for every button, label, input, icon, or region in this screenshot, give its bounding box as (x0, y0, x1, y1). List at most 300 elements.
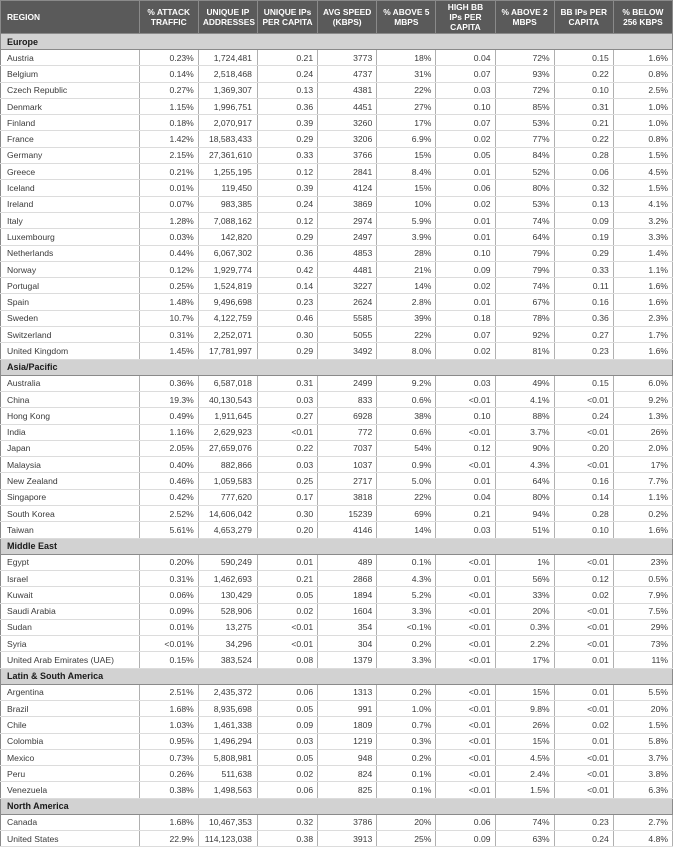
value-cell: 0.11 (554, 278, 613, 294)
value-cell: 7.7% (613, 473, 672, 489)
value-cell: <0.1% (377, 619, 436, 635)
value-cell: 5.61% (139, 522, 198, 538)
value-cell: 0.12 (554, 570, 613, 586)
value-cell: 6.9% (377, 131, 436, 147)
table-row (1, 212, 673, 228)
value-cell: 0.07% (139, 196, 198, 212)
table-row (1, 310, 673, 326)
value-cell: 1.68% (139, 700, 198, 716)
value-cell: 0.02 (436, 131, 495, 147)
value-cell: 0.01 (257, 554, 317, 570)
value-cell: 0.01 (436, 294, 495, 310)
value-cell: 19.3% (139, 391, 198, 407)
value-cell: 2.15% (139, 147, 198, 163)
value-cell: 777,620 (198, 489, 257, 505)
value-cell: 4.3% (377, 570, 436, 586)
country-cell: Taiwan (1, 522, 140, 538)
value-cell: 0.13 (257, 82, 317, 98)
value-cell: 0.49% (139, 408, 198, 424)
table-row (1, 733, 673, 749)
value-cell: <0.01 (436, 391, 495, 407)
table-row (1, 196, 673, 212)
value-cell: 0.06 (436, 814, 495, 830)
value-cell: 3.7% (613, 749, 672, 765)
value-cell: 3.9% (377, 229, 436, 245)
value-cell: 1,462,693 (198, 570, 257, 586)
country-cell: Denmark (1, 98, 140, 114)
value-cell: 0.3% (377, 733, 436, 749)
value-cell: 0.27% (139, 82, 198, 98)
value-cell: 3818 (318, 489, 377, 505)
value-cell: 93% (495, 66, 554, 82)
value-cell: 0.2% (377, 636, 436, 652)
country-cell: Venezuela (1, 782, 140, 798)
value-cell: 2974 (318, 212, 377, 228)
value-cell: 0.26% (139, 766, 198, 782)
value-cell: 4,653,279 (198, 522, 257, 538)
value-cell: 0.05 (436, 147, 495, 163)
header-unique-ip-addresses: UNIQUE IP ADDRESSES (198, 1, 257, 34)
value-cell: 0.36 (257, 98, 317, 114)
value-cell: 0.12% (139, 261, 198, 277)
table-row (1, 684, 673, 700)
value-cell: 5055 (318, 327, 377, 343)
country-cell: Saudi Arabia (1, 603, 140, 619)
value-cell: 80% (495, 180, 554, 196)
country-cell: Canada (1, 814, 140, 830)
value-cell: 1.42% (139, 131, 198, 147)
value-cell: <0.01 (436, 782, 495, 798)
value-cell: 1809 (318, 717, 377, 733)
value-cell: 0.07 (436, 66, 495, 82)
value-cell: 0.07 (436, 327, 495, 343)
value-cell: 5.8% (613, 733, 672, 749)
value-cell: 2.4% (495, 766, 554, 782)
value-cell: 78% (495, 310, 554, 326)
value-cell: 1.7% (613, 327, 672, 343)
value-cell: 26% (495, 717, 554, 733)
value-cell: 15% (377, 180, 436, 196)
table-row (1, 570, 673, 586)
table-row (1, 766, 673, 782)
value-cell: 2841 (318, 164, 377, 180)
value-cell: 2,435,372 (198, 684, 257, 700)
value-cell: 0.05 (257, 749, 317, 765)
value-cell: <0.01% (139, 636, 198, 652)
country-cell: Portugal (1, 278, 140, 294)
value-cell: 0.6% (377, 424, 436, 440)
value-cell: 3766 (318, 147, 377, 163)
value-cell: 11% (613, 652, 672, 668)
value-cell: 0.02 (436, 343, 495, 359)
value-cell: 0.29 (554, 245, 613, 261)
country-cell: Spain (1, 294, 140, 310)
country-cell: Austria (1, 50, 140, 66)
value-cell: <0.01 (554, 391, 613, 407)
value-cell: 119,450 (198, 180, 257, 196)
table-row (1, 245, 673, 261)
value-cell: 0.25% (139, 278, 198, 294)
value-cell: 0.28 (554, 506, 613, 522)
value-cell: 81% (495, 343, 554, 359)
value-cell: 4.5% (495, 749, 554, 765)
value-cell: 85% (495, 98, 554, 114)
region-header-row (1, 34, 673, 50)
value-cell: 0.9% (377, 457, 436, 473)
value-cell: 27,361,610 (198, 147, 257, 163)
value-cell: 22% (377, 489, 436, 505)
value-cell: 0.28 (554, 147, 613, 163)
table-row (1, 831, 673, 847)
value-cell: 0.23 (554, 814, 613, 830)
value-cell: 6,587,018 (198, 375, 257, 391)
value-cell: 1.28% (139, 212, 198, 228)
value-cell: 0.36% (139, 375, 198, 391)
value-cell: 51% (495, 522, 554, 538)
value-cell: 0.29 (257, 343, 317, 359)
value-cell: 0.09 (257, 717, 317, 733)
value-cell: 2868 (318, 570, 377, 586)
value-cell: <0.01 (554, 782, 613, 798)
value-cell: 53% (495, 115, 554, 131)
value-cell: 10,467,353 (198, 814, 257, 830)
value-cell: 3260 (318, 115, 377, 131)
value-cell: 4,122,759 (198, 310, 257, 326)
country-cell: Kuwait (1, 587, 140, 603)
table-row (1, 587, 673, 603)
value-cell: 0.03% (139, 229, 198, 245)
value-cell: 983,385 (198, 196, 257, 212)
value-cell: 0.03 (257, 391, 317, 407)
table-row (1, 50, 673, 66)
value-cell: 17,781,997 (198, 343, 257, 359)
value-cell: 0.03 (436, 375, 495, 391)
value-cell: 0.3% (495, 619, 554, 635)
value-cell: 0.6% (377, 391, 436, 407)
value-cell: 0.21 (554, 115, 613, 131)
country-cell: Sudan (1, 619, 140, 635)
value-cell: 3.3% (613, 229, 672, 245)
value-cell: 73% (613, 636, 672, 652)
value-cell: 0.24 (554, 408, 613, 424)
value-cell: 5.9% (377, 212, 436, 228)
value-cell: 27% (377, 98, 436, 114)
value-cell: 0.31 (257, 375, 317, 391)
region-header-row (1, 359, 673, 375)
country-cell: Australia (1, 375, 140, 391)
value-cell: 38% (377, 408, 436, 424)
value-cell: 1.3% (613, 408, 672, 424)
value-cell: 1,059,583 (198, 473, 257, 489)
value-cell: 1,524,819 (198, 278, 257, 294)
value-cell: 0.04 (436, 50, 495, 66)
value-cell: 7037 (318, 440, 377, 456)
table-row (1, 229, 673, 245)
value-cell: 0.12 (257, 164, 317, 180)
value-cell: 511,638 (198, 766, 257, 782)
value-cell: 354 (318, 619, 377, 635)
table-row (1, 180, 673, 196)
value-cell: 0.01 (436, 164, 495, 180)
value-cell: 20% (613, 700, 672, 716)
value-cell: 0.09 (436, 261, 495, 277)
header-attack-traffic: % ATTACK TRAFFIC (139, 1, 198, 34)
value-cell: 1.6% (613, 294, 672, 310)
value-cell: 0.46 (257, 310, 317, 326)
value-cell: 0.44% (139, 245, 198, 261)
value-cell: 0.23 (257, 294, 317, 310)
country-cell: Italy (1, 212, 140, 228)
value-cell: 2.0% (613, 440, 672, 456)
value-cell: <0.01 (436, 424, 495, 440)
value-cell: 0.19 (554, 229, 613, 245)
value-cell: 33% (495, 587, 554, 603)
value-cell: 8.0% (377, 343, 436, 359)
value-cell: 0.02 (257, 766, 317, 782)
table-row (1, 489, 673, 505)
country-cell: Ireland (1, 196, 140, 212)
value-cell: <0.01 (436, 587, 495, 603)
value-cell: <0.01 (554, 619, 613, 635)
value-cell: 0.20 (554, 440, 613, 456)
value-cell: 88% (495, 408, 554, 424)
value-cell: 21% (377, 261, 436, 277)
value-cell: 825 (318, 782, 377, 798)
value-cell: 90% (495, 440, 554, 456)
value-cell: 26% (613, 424, 672, 440)
country-cell: India (1, 424, 140, 440)
table-row (1, 522, 673, 538)
value-cell: 0.8% (613, 131, 672, 147)
value-cell: 0.46% (139, 473, 198, 489)
value-cell: 1,461,338 (198, 717, 257, 733)
value-cell: 79% (495, 261, 554, 277)
value-cell: 77% (495, 131, 554, 147)
value-cell: 0.24 (554, 831, 613, 847)
value-cell: 20% (377, 814, 436, 830)
country-cell: United States (1, 831, 140, 847)
country-cell: Switzerland (1, 327, 140, 343)
value-cell: 0.20 (257, 522, 317, 538)
value-cell: 991 (318, 700, 377, 716)
value-cell: 6.3% (613, 782, 672, 798)
value-cell: <0.01 (554, 457, 613, 473)
value-cell: 0.02 (436, 278, 495, 294)
value-cell: 9,496,698 (198, 294, 257, 310)
value-cell: 0.06 (257, 782, 317, 798)
value-cell: 27,659,076 (198, 440, 257, 456)
country-cell: United Kingdom (1, 343, 140, 359)
table-row (1, 278, 673, 294)
value-cell: 10.7% (139, 310, 198, 326)
value-cell: 0.30 (257, 506, 317, 522)
table-row (1, 375, 673, 391)
header-region: REGION (1, 1, 140, 34)
value-cell: 1,996,751 (198, 98, 257, 114)
country-cell: Iceland (1, 180, 140, 196)
value-cell: 0.8% (613, 66, 672, 82)
value-cell: 0.40% (139, 457, 198, 473)
value-cell: 2,252,071 (198, 327, 257, 343)
value-cell: 0.01 (436, 229, 495, 245)
value-cell: <0.01 (257, 424, 317, 440)
value-cell: 29% (613, 619, 672, 635)
value-cell: 14,606,042 (198, 506, 257, 522)
value-cell: 0.05 (257, 587, 317, 603)
table-row (1, 131, 673, 147)
value-cell: 2,518,468 (198, 66, 257, 82)
value-cell: 64% (495, 229, 554, 245)
value-cell: 49% (495, 375, 554, 391)
value-cell: 0.39 (257, 180, 317, 196)
region-header-row (1, 538, 673, 554)
value-cell: 0.09 (436, 831, 495, 847)
table-row (1, 473, 673, 489)
value-cell: 23% (613, 554, 672, 570)
value-cell: 2.51% (139, 684, 198, 700)
value-cell: 0.23% (139, 50, 198, 66)
region-name: Europe (1, 34, 673, 50)
value-cell: <0.01 (554, 424, 613, 440)
value-cell: 0.06 (436, 180, 495, 196)
header-below-256kbps: % BELOW 256 KBPS (613, 1, 672, 34)
value-cell: 84% (495, 147, 554, 163)
value-cell: 56% (495, 570, 554, 586)
value-cell: 20% (495, 603, 554, 619)
table-row (1, 506, 673, 522)
value-cell: 54% (377, 440, 436, 456)
value-cell: 2624 (318, 294, 377, 310)
value-cell: 0.31 (554, 98, 613, 114)
table-row (1, 814, 673, 830)
value-cell: 18,583,433 (198, 131, 257, 147)
value-cell: 948 (318, 749, 377, 765)
value-cell: 0.04 (436, 489, 495, 505)
value-cell: 63% (495, 831, 554, 847)
value-cell: 17% (495, 652, 554, 668)
value-cell: 13,275 (198, 619, 257, 635)
value-cell: 0.38 (257, 831, 317, 847)
value-cell: 1.48% (139, 294, 198, 310)
value-cell: 4.3% (495, 457, 554, 473)
table-row (1, 603, 673, 619)
value-cell: 1,929,774 (198, 261, 257, 277)
value-cell: 0.27 (257, 408, 317, 424)
value-cell: 3206 (318, 131, 377, 147)
table-row (1, 327, 673, 343)
value-cell: 4737 (318, 66, 377, 82)
country-cell: Belgium (1, 66, 140, 82)
value-cell: 64% (495, 473, 554, 489)
country-cell: Israel (1, 570, 140, 586)
country-cell: Syria (1, 636, 140, 652)
country-cell: Egypt (1, 554, 140, 570)
value-cell: 1.5% (613, 717, 672, 733)
value-cell: 0.42 (257, 261, 317, 277)
region-name: Latin & South America (1, 668, 673, 684)
value-cell: 67% (495, 294, 554, 310)
value-cell: 0.05 (257, 700, 317, 716)
value-cell: 0.29 (257, 131, 317, 147)
value-cell: 52% (495, 164, 554, 180)
value-cell: 0.18% (139, 115, 198, 131)
value-cell: 0.21 (436, 506, 495, 522)
value-cell: 28% (377, 245, 436, 261)
value-cell: 0.22 (554, 66, 613, 82)
table-row (1, 82, 673, 98)
value-cell: 1.45% (139, 343, 198, 359)
value-cell: 0.15 (554, 375, 613, 391)
value-cell: 4381 (318, 82, 377, 98)
value-cell: 1.4% (613, 245, 672, 261)
country-cell: Mexico (1, 749, 140, 765)
header-bb-ips-per-capita: BB IPs PER CAPITA (554, 1, 613, 34)
value-cell: 1379 (318, 652, 377, 668)
value-cell: 6.0% (613, 375, 672, 391)
country-cell: Argentina (1, 684, 140, 700)
value-cell: 4451 (318, 98, 377, 114)
value-cell: 53% (495, 196, 554, 212)
country-cell: Germany (1, 147, 140, 163)
value-cell: 833 (318, 391, 377, 407)
table-row (1, 294, 673, 310)
value-cell: 0.14 (554, 489, 613, 505)
table-row (1, 261, 673, 277)
table-row (1, 98, 673, 114)
value-cell: 0.03 (436, 522, 495, 538)
value-cell: 72% (495, 82, 554, 98)
value-cell: 0.10 (554, 82, 613, 98)
country-cell: United Arab Emirates (UAE) (1, 652, 140, 668)
value-cell: 9.8% (495, 700, 554, 716)
value-cell: 0.10 (436, 408, 495, 424)
value-cell: 40,130,543 (198, 391, 257, 407)
value-cell: 0.2% (377, 684, 436, 700)
value-cell: 0.10 (436, 98, 495, 114)
value-cell: 8,935,698 (198, 700, 257, 716)
value-cell: 772 (318, 424, 377, 440)
value-cell: 114,123,038 (198, 831, 257, 847)
value-cell: <0.01 (554, 636, 613, 652)
value-cell: 0.06 (554, 164, 613, 180)
value-cell: 0.73% (139, 749, 198, 765)
value-cell: 0.09% (139, 603, 198, 619)
value-cell: 3913 (318, 831, 377, 847)
value-cell: 0.16 (554, 473, 613, 489)
table-row (1, 619, 673, 635)
value-cell: 1.5% (613, 180, 672, 196)
country-cell: Chile (1, 717, 140, 733)
table-row (1, 440, 673, 456)
value-cell: 92% (495, 327, 554, 343)
region-name: Middle East (1, 538, 673, 554)
value-cell: 3869 (318, 196, 377, 212)
value-cell: 2497 (318, 229, 377, 245)
value-cell: 882,866 (198, 457, 257, 473)
value-cell: 0.42% (139, 489, 198, 505)
value-cell: 1,724,481 (198, 50, 257, 66)
value-cell: 0.06% (139, 587, 198, 603)
value-cell: 1.1% (613, 261, 672, 277)
value-cell: 2.52% (139, 506, 198, 522)
table-row (1, 717, 673, 733)
value-cell: 7.9% (613, 587, 672, 603)
value-cell: 0.33 (554, 261, 613, 277)
value-cell: 0.36 (554, 310, 613, 326)
value-cell: 5,808,981 (198, 749, 257, 765)
value-cell: <0.01 (436, 733, 495, 749)
value-cell: 3.7% (495, 424, 554, 440)
